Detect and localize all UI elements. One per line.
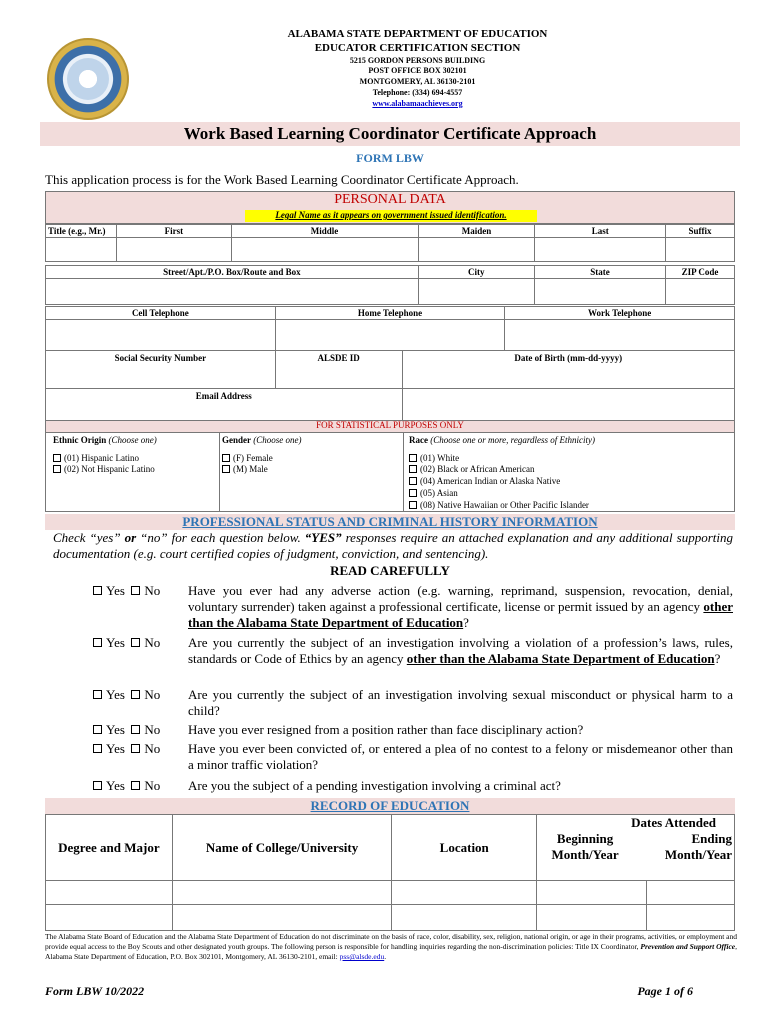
street-input[interactable] xyxy=(46,279,419,305)
email-label: Email Address xyxy=(195,391,252,401)
no-checkbox[interactable] xyxy=(131,586,140,595)
stats-divider-1 xyxy=(219,432,220,512)
col-location: Location xyxy=(392,815,537,881)
question-4: Yes No Have you ever resigned from a position rather than face disciplinary action? xyxy=(93,722,738,740)
ssn-label: Social Security Number xyxy=(114,353,207,363)
dob-label: Date of Birth (mm-dd-yyyy) xyxy=(514,353,623,363)
last-name-input[interactable] xyxy=(535,238,665,262)
gender-option-female[interactable]: (F) Female xyxy=(222,452,273,464)
ssn-field[interactable] xyxy=(46,351,276,389)
name-table xyxy=(45,224,735,262)
checkbox-icon[interactable] xyxy=(222,454,230,462)
beginning-input[interactable] xyxy=(537,905,647,931)
no-checkbox[interactable] xyxy=(131,725,140,734)
stats-heading: FOR STATISTICAL PURPOSES ONLY xyxy=(316,420,464,430)
education-heading: RECORD OF EDUCATION xyxy=(310,798,470,813)
professional-instructions: Check “yes” or “no” for each question below. “YES” responses require an attached explanation and any additional supporting documentation (e.g. court certified copies of judgment, conviction, and sentencing). xyxy=(53,530,733,561)
first-name-input[interactable] xyxy=(117,238,231,262)
title-input[interactable] xyxy=(46,238,117,262)
degree-input[interactable] xyxy=(46,881,173,905)
checkbox-icon[interactable] xyxy=(409,489,417,497)
work-phone-input[interactable] xyxy=(505,320,735,351)
no-checkbox[interactable] xyxy=(131,690,140,699)
col-work-label: Work Telephone xyxy=(505,307,735,320)
middle-name-input[interactable] xyxy=(231,238,418,262)
yes-checkbox[interactable] xyxy=(93,586,102,595)
col-first-label: First xyxy=(117,225,231,238)
degree-input[interactable] xyxy=(46,905,173,931)
ending-input[interactable] xyxy=(647,881,735,905)
ethnic-option-01[interactable]: (01) Hispanic Latino xyxy=(53,452,139,464)
city-input[interactable] xyxy=(418,279,534,305)
col-city-label: City xyxy=(418,266,534,279)
page-number: Page 1 of 6 xyxy=(637,984,693,998)
yes-checkbox[interactable] xyxy=(93,781,102,790)
checkbox-icon[interactable] xyxy=(409,454,417,462)
header-pobox: POST OFFICE BOX 302101 xyxy=(368,66,467,75)
race-option-american-indian[interactable]: (04) American Indian or Alaska Native xyxy=(409,475,560,487)
intro-text: This application process is for the Work Based Learning Coordinator Certificate Approach. xyxy=(45,172,519,187)
col-dates xyxy=(537,815,735,881)
professional-heading: PROFESSIONAL STATUS AND CRIMINAL HISTORY INFORMATION xyxy=(182,514,598,529)
email-blank-cell xyxy=(402,389,735,421)
ethnic-option-02[interactable]: (02) Not Hispanic Latino xyxy=(53,463,155,475)
non-discrimination-notice: The Alabama State Board of Education and the Alabama State Department of Education do not discriminate on the basis of race, color, disability, sex, religion, national origin, or age in their programs, activities, or employment and provide equal access to the Boy Scouts and other designated youth groups. The following person is responsible for handling inquiries regarding the non-discrimination policies: Title IX Coordinator, Prevention and Support Office, Alabama State Department of Education, P.O. Box 302101, Montgomery, AL 36130-2101, email: pss@alsde.edu. xyxy=(45,932,737,961)
header-section: EDUCATOR CERTIFICATION SECTION xyxy=(314,42,521,54)
suffix-input[interactable] xyxy=(665,238,734,262)
alsde-id-label: ALSDE ID xyxy=(317,353,360,363)
race-option-white[interactable]: (01) White xyxy=(409,452,459,464)
question-1: Yes No Have you ever had any adverse action (e.g. warning, reprimand, suspension, revocation, denial, voluntary surrender) taken against a professional certificate, license or permit issued by an agency other than the Alabama State Department of Education? xyxy=(93,583,738,633)
col-suffix-label: Suffix xyxy=(665,225,734,238)
question-6: Yes No Are you the subject of a pending investigation involving a criminal act? xyxy=(93,778,738,796)
email-link[interactable]: pss@alsde.edu xyxy=(339,952,385,961)
checkbox-icon[interactable] xyxy=(222,465,230,473)
dates-attended-label: Dates Attended xyxy=(631,815,716,830)
yes-checkbox[interactable] xyxy=(93,638,102,647)
cell-phone-input[interactable] xyxy=(46,320,276,351)
col-maiden-label: Maiden xyxy=(418,225,535,238)
gender-label: Gender (Choose one) xyxy=(222,435,302,445)
email-table xyxy=(45,388,735,421)
form-code: Form LBW 10/2022 xyxy=(45,984,145,998)
header-website-link[interactable]: www.alabamaachieves.org xyxy=(372,99,463,108)
zip-input[interactable] xyxy=(666,279,735,305)
location-input[interactable] xyxy=(392,905,537,931)
id-table xyxy=(45,350,735,389)
race-option-asian[interactable]: (05) Asian xyxy=(409,487,458,499)
no-checkbox[interactable] xyxy=(131,638,140,647)
home-phone-input[interactable] xyxy=(275,320,505,351)
legal-name-note: Legal Name as it appears on government issued identification. xyxy=(275,210,507,220)
beginning-label: Beginning Month/Year xyxy=(551,831,619,862)
checkbox-icon[interactable] xyxy=(53,454,61,462)
race-label: Race (Choose one or more, regardless of Ethnicity) xyxy=(409,435,595,445)
yes-checkbox[interactable] xyxy=(93,744,102,753)
page-title: Work Based Learning Coordinator Certificate Approach xyxy=(183,124,597,143)
header-agency: ALABAMA STATE DEPARTMENT OF EDUCATION xyxy=(287,28,548,40)
ethnic-origin-label: Ethnic Origin (Choose one) xyxy=(53,435,157,445)
address-table xyxy=(45,265,735,305)
col-middle-label: Middle xyxy=(231,225,418,238)
education-table xyxy=(45,814,735,931)
maiden-name-input[interactable] xyxy=(418,238,535,262)
yes-checkbox[interactable] xyxy=(93,690,102,699)
question-5: Yes No Have you ever been convicted of, or entered a plea of no contest to a felony or misdemeanor other than a minor traffic violation? xyxy=(93,741,738,775)
header-building: 5215 GORDON PERSONS BUILDING xyxy=(349,56,486,65)
col-street-label: Street/Apt./P.O. Box/Route and Box xyxy=(46,266,419,279)
state-input[interactable] xyxy=(534,279,665,305)
race-option-pacific-islander[interactable]: (08) Native Hawaiian or Other Pacific Islander xyxy=(409,499,589,511)
header-phone: Telephone: (334) 694-4557 xyxy=(372,88,463,97)
alabama-state-seal xyxy=(47,38,129,120)
alsde-id-field[interactable] xyxy=(275,351,402,389)
checkbox-icon[interactable] xyxy=(53,465,61,473)
beginning-input[interactable] xyxy=(537,881,647,905)
ending-label: Ending Month/Year xyxy=(664,831,732,862)
race-option-black[interactable]: (02) Black or African American xyxy=(409,463,534,475)
col-zip-label: ZIP Code xyxy=(666,266,735,279)
college-input[interactable] xyxy=(172,881,392,905)
college-input[interactable] xyxy=(172,905,392,931)
col-state-label: State xyxy=(534,266,665,279)
col-cell-label: Cell Telephone xyxy=(46,307,276,320)
col-last-label: Last xyxy=(535,225,665,238)
header-city: MONTGOMERY, AL 36130-2101 xyxy=(359,77,476,86)
col-title-label: Title (e.g., Mr.) xyxy=(46,225,117,238)
col-degree: Degree and Major xyxy=(46,815,173,881)
no-checkbox[interactable] xyxy=(131,744,140,753)
no-checkbox[interactable] xyxy=(131,781,140,790)
read-carefully: READ CAREFULLY xyxy=(330,563,450,578)
personal-data-heading: PERSONAL DATA xyxy=(334,192,446,207)
col-college: Name of College/University xyxy=(172,815,392,881)
email-field[interactable] xyxy=(46,389,403,421)
location-input[interactable] xyxy=(392,881,537,905)
yes-checkbox[interactable] xyxy=(93,725,102,734)
question-2: Yes No Are you currently the subject of an investigation involving a violation of a profession’s laws, rules, standards or Code of Ethics by an agency other than the Alabama State Department of Education? xyxy=(93,635,738,685)
checkbox-icon[interactable] xyxy=(409,465,417,473)
form-id: FORM LBW xyxy=(356,151,424,165)
gender-option-male[interactable]: (M) Male xyxy=(222,463,268,475)
checkbox-icon[interactable] xyxy=(409,501,417,509)
ending-input[interactable] xyxy=(647,905,735,931)
question-3: Yes No Are you currently the subject of an investigation involving sexual misconduct or physical harm to a child? xyxy=(93,687,738,721)
checkbox-icon[interactable] xyxy=(409,477,417,485)
phone-table xyxy=(45,306,735,351)
dob-field[interactable] xyxy=(402,351,734,389)
col-home-label: Home Telephone xyxy=(275,307,505,320)
stats-divider-2 xyxy=(403,432,404,512)
